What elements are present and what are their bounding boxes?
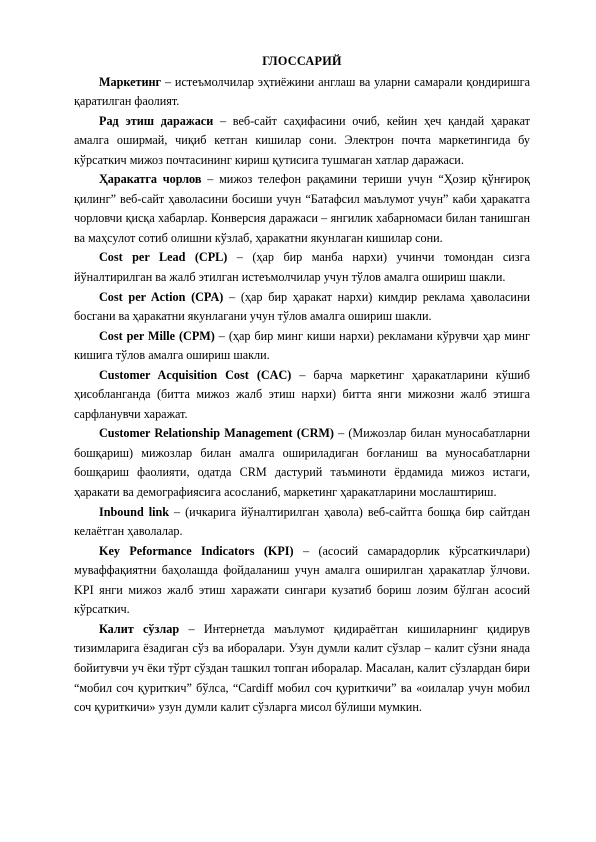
- glossary-term: Калит сўзлар: [99, 621, 180, 636]
- glossary-definition: – истеъмолчилар эҳтиёжини англаш ва уларни самарали қондиришга қаратилган фаолият.: [74, 74, 530, 109]
- glossary-definition: – (ҳар бир манба нархи) учинчи томондан сизга йўналтирилган ва жалб этилган истеъмолчилар учун тўлов амалга ошириш шакли.: [74, 250, 530, 285]
- glossary-entry: [74, 288, 530, 327]
- glossary-term: Cost per Lead (CPL): [99, 250, 228, 265]
- glossary-entry: [74, 424, 530, 502]
- glossary-definition: – (Мижозлар билан муносабатларни бошқариш) мижозлар билан амалга ошириладиган боғланиш ва муносабатларни бошқариш фаолияти, одатда CRM дастурий таъминоти ёрдамида мижоз истаги, ҳаракати ва демографиясига асосланиб, маркетинг ҳаракатларини мослаштириш.: [74, 426, 530, 500]
- glossary-definition: – веб-сайт саҳифасини очиб, кейин ҳеч қандай ҳаракат амалга оширмай, чиқиб кетган кишилар сони. Электрон почта маркетингида бу кўрсаткич мижоз почтасининг кириш қутисига тушмаган хатлар даражаси.: [74, 113, 530, 167]
- glossary-definition: – (ичкарига йўналтирилган ҳавола) веб-сайтга бошқа бир сайтдан келаётган ҳаволалар.: [74, 504, 530, 539]
- glossary-entry: [74, 503, 530, 542]
- glossary-entry: [74, 112, 530, 171]
- glossary-entry: [74, 73, 530, 112]
- page-title: ГЛОССАРИЙ: [262, 54, 342, 68]
- glossary-term: Cost per Mille (CPM): [99, 328, 215, 343]
- glossary-entry: [74, 327, 530, 366]
- glossary-term: Ҳаракатга чорлов: [99, 172, 202, 187]
- glossary-term: Cost per Action (CPA): [99, 289, 224, 304]
- glossary-definition: – (ҳар бир минг киши нархи) рекламани кўрувчи ҳар минг кишига тўлов амалга ошириш шакли.: [74, 328, 530, 363]
- glossary-definition: – (асосий самарадорлик кўрсаткичлари) муваффақиятни баҳолашда фойдаланиш учун амалга оширилган ҳаракатлар ўлчови. KPI янги мижоз жалб этиш харажати сингари кузатиб бориш лозим бўлган асосий кўрсаткич.: [74, 543, 530, 617]
- glossary-term: Маркетинг: [99, 74, 162, 89]
- glossary-entry: [74, 248, 530, 287]
- glossary-definition: – (ҳар бир ҳаракат нархи) кимдир реклама ҳаволасини босгани ва ҳаракатни якунлагани учун тўлов амалга ошириш шакли.: [74, 289, 531, 324]
- glossary-definition: – Интернетда маълумот қидираётган кишиларнинг қидирув тизимларига ёзадиган сўз ва иборалари. Узун думли калит сўзлар – калит сўзни янада бойитувчи уч ёки тўрт сўздан ташкил топган иборалар. Масалан, калит сўзлардан бири “мобил соч қуриткич” бўлса, “Cardiff мобил соч қуриткичи” ва «оилалар учун мобил соч қуриткичи» узун думли калит сўзларга мисол бўлиши мумкин.: [74, 621, 530, 715]
- glossary-entry: [74, 170, 530, 248]
- glossary-definition: – мижоз телефон рақамини териши учун “Ҳозир қўнғироқ қилинг” веб-сайт ҳаволасини босиши учун “Батафсил маълумот учун” каби ҳаракатга чорловчи қисқа хабарлар. Конверсия даражаси – янгилик хабарномаси билан танишган ва маҳсулот сотиб олишни кўзлаб, ҳаракатни якунлаган кишилар сони.: [74, 172, 530, 245]
- glossary-term: Customer Acquisition Cost (CAC): [99, 367, 292, 382]
- glossary-term: Рад этиш даражаси: [99, 113, 214, 128]
- glossary-term: Inbound link: [99, 504, 170, 519]
- glossary-entry: [74, 366, 530, 425]
- glossary-entry: [74, 542, 530, 620]
- glossary-term: Customer Relationship Management (CRM): [99, 426, 334, 441]
- glossary-definition: – барча маркетинг ҳаракатларини кўшиб ҳисобланганда (битта мижоз жалб этиш нархи) битта янги мижозни жалб этишга сарфланувчи харажат.: [74, 367, 530, 421]
- glossary-entry: [74, 620, 530, 718]
- document-page: [74, 52, 530, 718]
- glossary-term: Key Peformance Indicators (KPI): [99, 543, 294, 558]
